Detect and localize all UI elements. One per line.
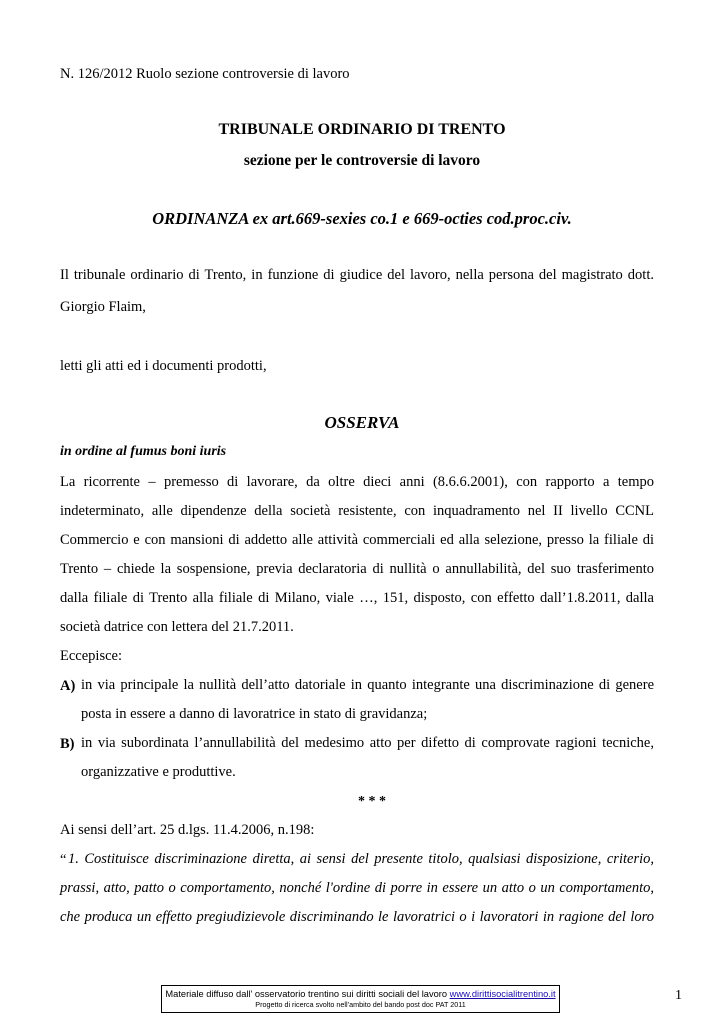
quote-line: 1. Costituisce discriminazione diretta, ai sensi del presente titolo, qualsiasi disposizione, criterio, — [68, 851, 654, 867]
section-separator: * * * — [358, 794, 386, 809]
footer-subtext: Progetto di ricerca svolto nell’ambito del bando post doc PAT 2011 — [255, 1000, 466, 1009]
case-reference: N. 126/2012 Ruolo sezione controversie di lavoro — [60, 66, 350, 82]
paragraph-line: Trento – chiede la sospensione, previa declaratoria di nullità o annullabilità, del suo trasferimento — [60, 561, 654, 577]
quote-line: che produca un effetto pregiudizievole discriminando le lavoratrici o i lavoratori in ragione del loro — [60, 909, 654, 925]
seen-acts-line: letti gli atti ed i documenti prodotti, — [60, 358, 267, 374]
court-section: sezione per le controversie di lavoro — [243, 152, 481, 169]
list-item-a-line-1: in via principale la nullità dell’atto datoriale in quanto integrante una discriminazione di genere — [81, 677, 654, 693]
list-item-b-line-1: in via subordinata l’annullabilità del medesimo atto per difetto di comprovate ragioni tecniche, — [81, 735, 654, 751]
list-item-a-line-2: posta in essere a danno di lavoratrice in stato di gravidanza; — [81, 706, 428, 722]
intro-line-2: Giorgio Flaim, — [60, 299, 146, 315]
list-label-a: A) — [60, 678, 76, 694]
paragraph-line: Commercio e con mansioni di addetto alle attività commerciali ed alla selezione, presso la filiale di — [60, 532, 654, 548]
footer-notice — [161, 985, 560, 1013]
fumus-subheading: in ordine al fumus boni iuris — [60, 444, 227, 459]
intro-line-1: Il tribunale ordinario di Trento, in funzione di giudice del lavoro, nella persona del magistrato dott. — [60, 267, 654, 283]
page-number: 1 — [675, 988, 682, 1003]
law-reference: Ai sensi dell’art. 25 d.lgs. 11.4.2006, n.198: — [60, 822, 315, 838]
court-name: TRIBUNALE ORDINARIO DI TRENTO — [218, 121, 506, 138]
paragraph-line: La ricorrente – premesso di lavorare, da oltre dieci anni (8.6.6.2001), con rapporto a tempo — [60, 474, 654, 490]
quote-line: prassi, atto, patto o comportamento, nonché l'ordine di porre in essere un atto o un comportamento, — [60, 880, 654, 896]
list-item-b-line-2: organizzative e produttive. — [81, 764, 236, 780]
osserva-heading: OSSERVA — [324, 413, 400, 432]
paragraph-line: società datrice con lettera del 21.7.2011. — [60, 619, 294, 635]
footer-line — [162, 989, 559, 999]
quote-open-mark: “ — [60, 852, 67, 868]
footer-link[interactable]: www.dirittisocialitrentino.it — [449, 989, 556, 999]
order-title: ORDINANZA ex art.669-sexies co.1 e 669-octies cod.proc.civ. — [152, 209, 572, 228]
list-label-b: B) — [60, 736, 75, 752]
paragraph-line: indeterminato, alle dipendenze della società resistente, con inquadramento nel II livello CCNL — [60, 503, 654, 519]
eccepisce-label: Eccepisce: — [60, 648, 122, 664]
paragraph-line: dalla filiale di Trento alla filiale di Milano, viale …, 151, disposto, con effetto dall’1.8.2011, dalla — [60, 590, 654, 606]
footer-text: Materiale diffuso dall’ osservatorio trentino sui diritti sociali del lavoro — [165, 989, 450, 999]
